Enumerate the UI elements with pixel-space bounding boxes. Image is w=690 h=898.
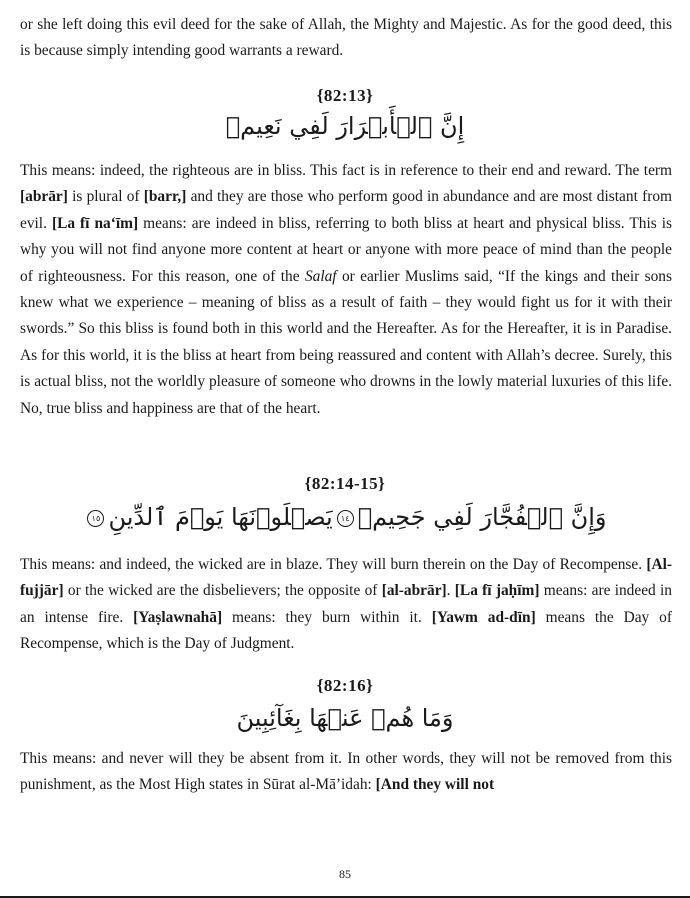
term-abrar: [abrār] — [20, 188, 68, 206]
verse-reference-82-16: {82:16} — [316, 676, 374, 695]
quote-start: [And they will not — [375, 776, 495, 794]
intro-line-1: or she left doing this evil deed for the sake of Allah, the Mighty and Majestic. As for the — [20, 16, 573, 33]
term-la-fi-jahim: [La fī jaḥīm] — [454, 582, 540, 600]
verse-reference-82-13: {82:13} — [316, 86, 374, 105]
term-salaf: Salaf — [304, 267, 337, 285]
arabic-verse-82-14-15: وَإِنَّ ٱلۡفُجَّارَ لَفِي جَحِيمٖ١٤يَصۡلَوۡنَهَا يَوۡمَ ٱلدِّينِ١٥ — [0, 503, 690, 531]
intro-line-2: good deed, this is because simply intending good warrants a reward. — [20, 16, 672, 60]
arabic-verse-82-16: وَمَا هُمۡ عَنۡهَا بِغَآئِبِينَ — [236, 704, 454, 732]
paragraph-commentary-82-14-15: This means: and indeed, the wicked are in blaze. They will burn therein on the Day of Recompense. [Al-fujjār] or the wicked are the disbelievers; the opposite of [al-abrār]. [La fī jaḥīm] means: are indeed in an intense fire. [Yaṣlawnahā] means: they burn within it. [Yawm ad-dīn] means the Day of Recompense, which is the Day of Judgment. — [20, 556, 673, 653]
term-yawm-ad-din: [Yawm ad-dīn] — [431, 608, 536, 626]
verse-reference-82-14-15: {82:14-15} — [304, 474, 386, 493]
arabic-verse-82-13: إِنَّ ٱلۡأَبۡرَارَ لَفِي نَعِيمٖ — [225, 112, 465, 140]
paragraph-intro — [20, 12, 672, 65]
term-yaslawnaha: [Yaṣlawnahā] — [133, 608, 223, 626]
paragraph-commentary-82-16: This means: and never will they be absent from it. In other words, they will not be removed from this punishment, as the Most High states in Sūrat al-Mā’idah: [And they will not — [20, 750, 672, 794]
term-al-fujjar: [Al-fujjār] — [20, 556, 672, 600]
term-al-abrar: [al-abrār] — [381, 582, 447, 600]
verse-number-marker: ١٤ — [337, 510, 354, 527]
term-la-fi-naim: [La fī na‘īm] — [51, 214, 139, 232]
page-number: 85 — [339, 867, 351, 881]
paragraph-commentary-82-13: This means: indeed, the righteous are in bliss. This fact is in reference to their end and reward. The term [abrār] is plural of [barr,] and they are those who perform good in abundance and are most distant from evil. [La fī na‘īm] means: are indeed in bliss, referring to both bliss at heart and physical bliss. This is why you will not find anyone more content at heart or anyone with more peace of mind than the people of righteousness. For this reason, one of the Salaf or earlier Muslims said, “If the kings and their sons knew what we experience – meaning of bliss as a result of faith – they would fight us for it with their swords.” So this bliss is found both in this world and the Hereafter. As for the Hereafter, it is in Paradise. As for this world, it is the bliss at heart from being reassured and content with Allah’s decree. Surely, this is actual bliss, not the worldly pleasure of someone who drowns in the lowly material luxuries of this life. No, true bliss and happiness are that of the heart. — [20, 162, 672, 417]
term-barr: [barr,] — [143, 188, 187, 206]
verse-number-marker: ١٥ — [87, 510, 104, 527]
